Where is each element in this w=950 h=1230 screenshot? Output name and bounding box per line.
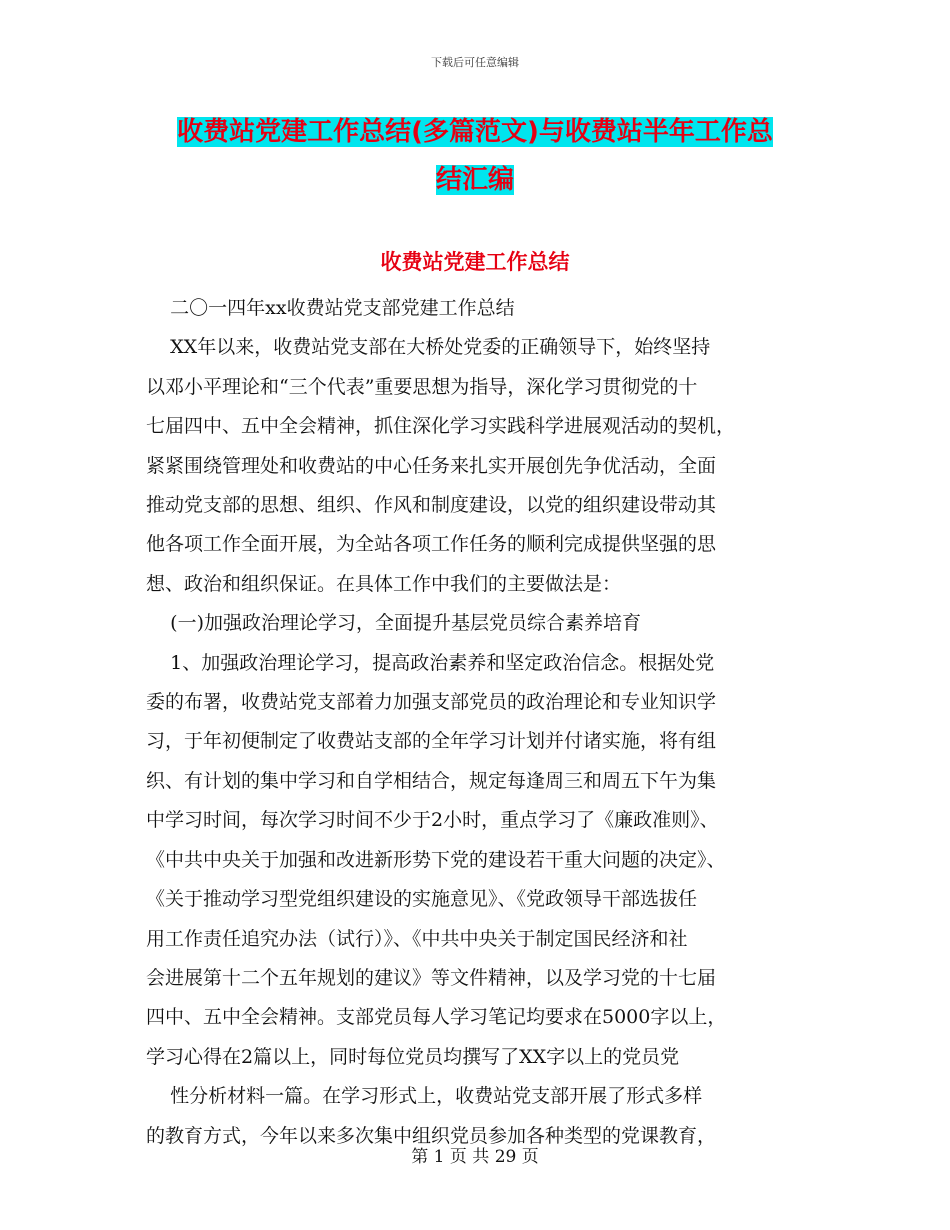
page-header: 下载后可任意编辑 (431, 56, 519, 69)
section-title: 收费站党建工作总结 (380, 250, 570, 274)
body-line: 七届四中、五中全会精神，抓住深化学习实践科学进展观活动的契机， (146, 415, 736, 438)
body-line: 中学习时间，每次学习时间不少于2小时，重点学习了《廉政准则》、 (146, 809, 719, 832)
body-line: 推动党支部的思想、组织、作风和制度建设，以党的组织建设带动其 (146, 494, 717, 517)
body-line: 用工作责任追究办法（试行）》、《中共中央关于制定国民经济和社 (146, 927, 688, 950)
body-line: 学习心得在2篇以上，同时每位党员均撰写了XX字以上的党员党 (146, 1045, 680, 1068)
title-line-1: 收费站党建工作总结(多篇范文)与收费站半年工作总 (177, 117, 773, 147)
body-line: 《中共中央关于加强和改进新形势下党的建设若干重大问题的决定》、 (146, 848, 726, 871)
body-line: 他各项工作全面开展，为全站各项工作任务的顺利完成提供坚强的思 (146, 533, 717, 556)
body-line: 的教育方式，今年以来多次集中组织党员参加各种类型的党课教育， (146, 1124, 717, 1147)
document-body (146, 289, 811, 1156)
body-line: 《关于推动学习型党组织建设的实施意见》、《党政领导干部选拔任 (146, 888, 698, 911)
body-line: 习，于年初便制定了收费站支部的全年学习计划并付诸实施，将有组 (146, 730, 717, 753)
body-line: 会进展第十二个五年规划的建议》等文件精神，以及学习党的十七届 (146, 966, 717, 989)
body-line: 性分析材料一篇。在学习形式上，收费站党支部开展了形式多样 (146, 1085, 703, 1108)
body-line: 织、有计划的集中学习和自学相结合，规定每逢周三和周五下午为集 (146, 769, 717, 792)
body-line: 1、加强政治理论学习，提高政治素养和坚定政治信念。根据处党 (146, 651, 715, 674)
body-line: 想、政治和组织保证。在具体工作中我们的主要做法是： (146, 572, 622, 595)
document-title (150, 108, 800, 204)
body-line: 紧紧围绕管理处和收费站的中心任务来扎实开展创先争优活动，全面 (146, 454, 717, 477)
page-footer: 第 1 页 共 29 页 (411, 1147, 539, 1167)
body-line: XX年以来，收费站党支部在大桥处党委的正确领导下，始终坚持 (146, 336, 711, 359)
body-line: 委的布署，收费站党支部着力加强支部党员的政治理论和专业知识学 (146, 691, 717, 714)
body-line: (一)加强政治理论学习，全面提升基层党员综合素养培育 (146, 612, 641, 635)
title-line-2: 结汇编 (435, 165, 514, 195)
body-line: 以邓小平理论和“三个代表”重要思想为指导，深化学习贯彻党的十 (146, 375, 698, 398)
body-line: 四中、五中全会精神。支部党员每人学习笔记均要求在5000字以上， (146, 1006, 727, 1029)
body-line: 二〇一四年xx收费站党支部党建工作总结 (146, 297, 515, 319)
